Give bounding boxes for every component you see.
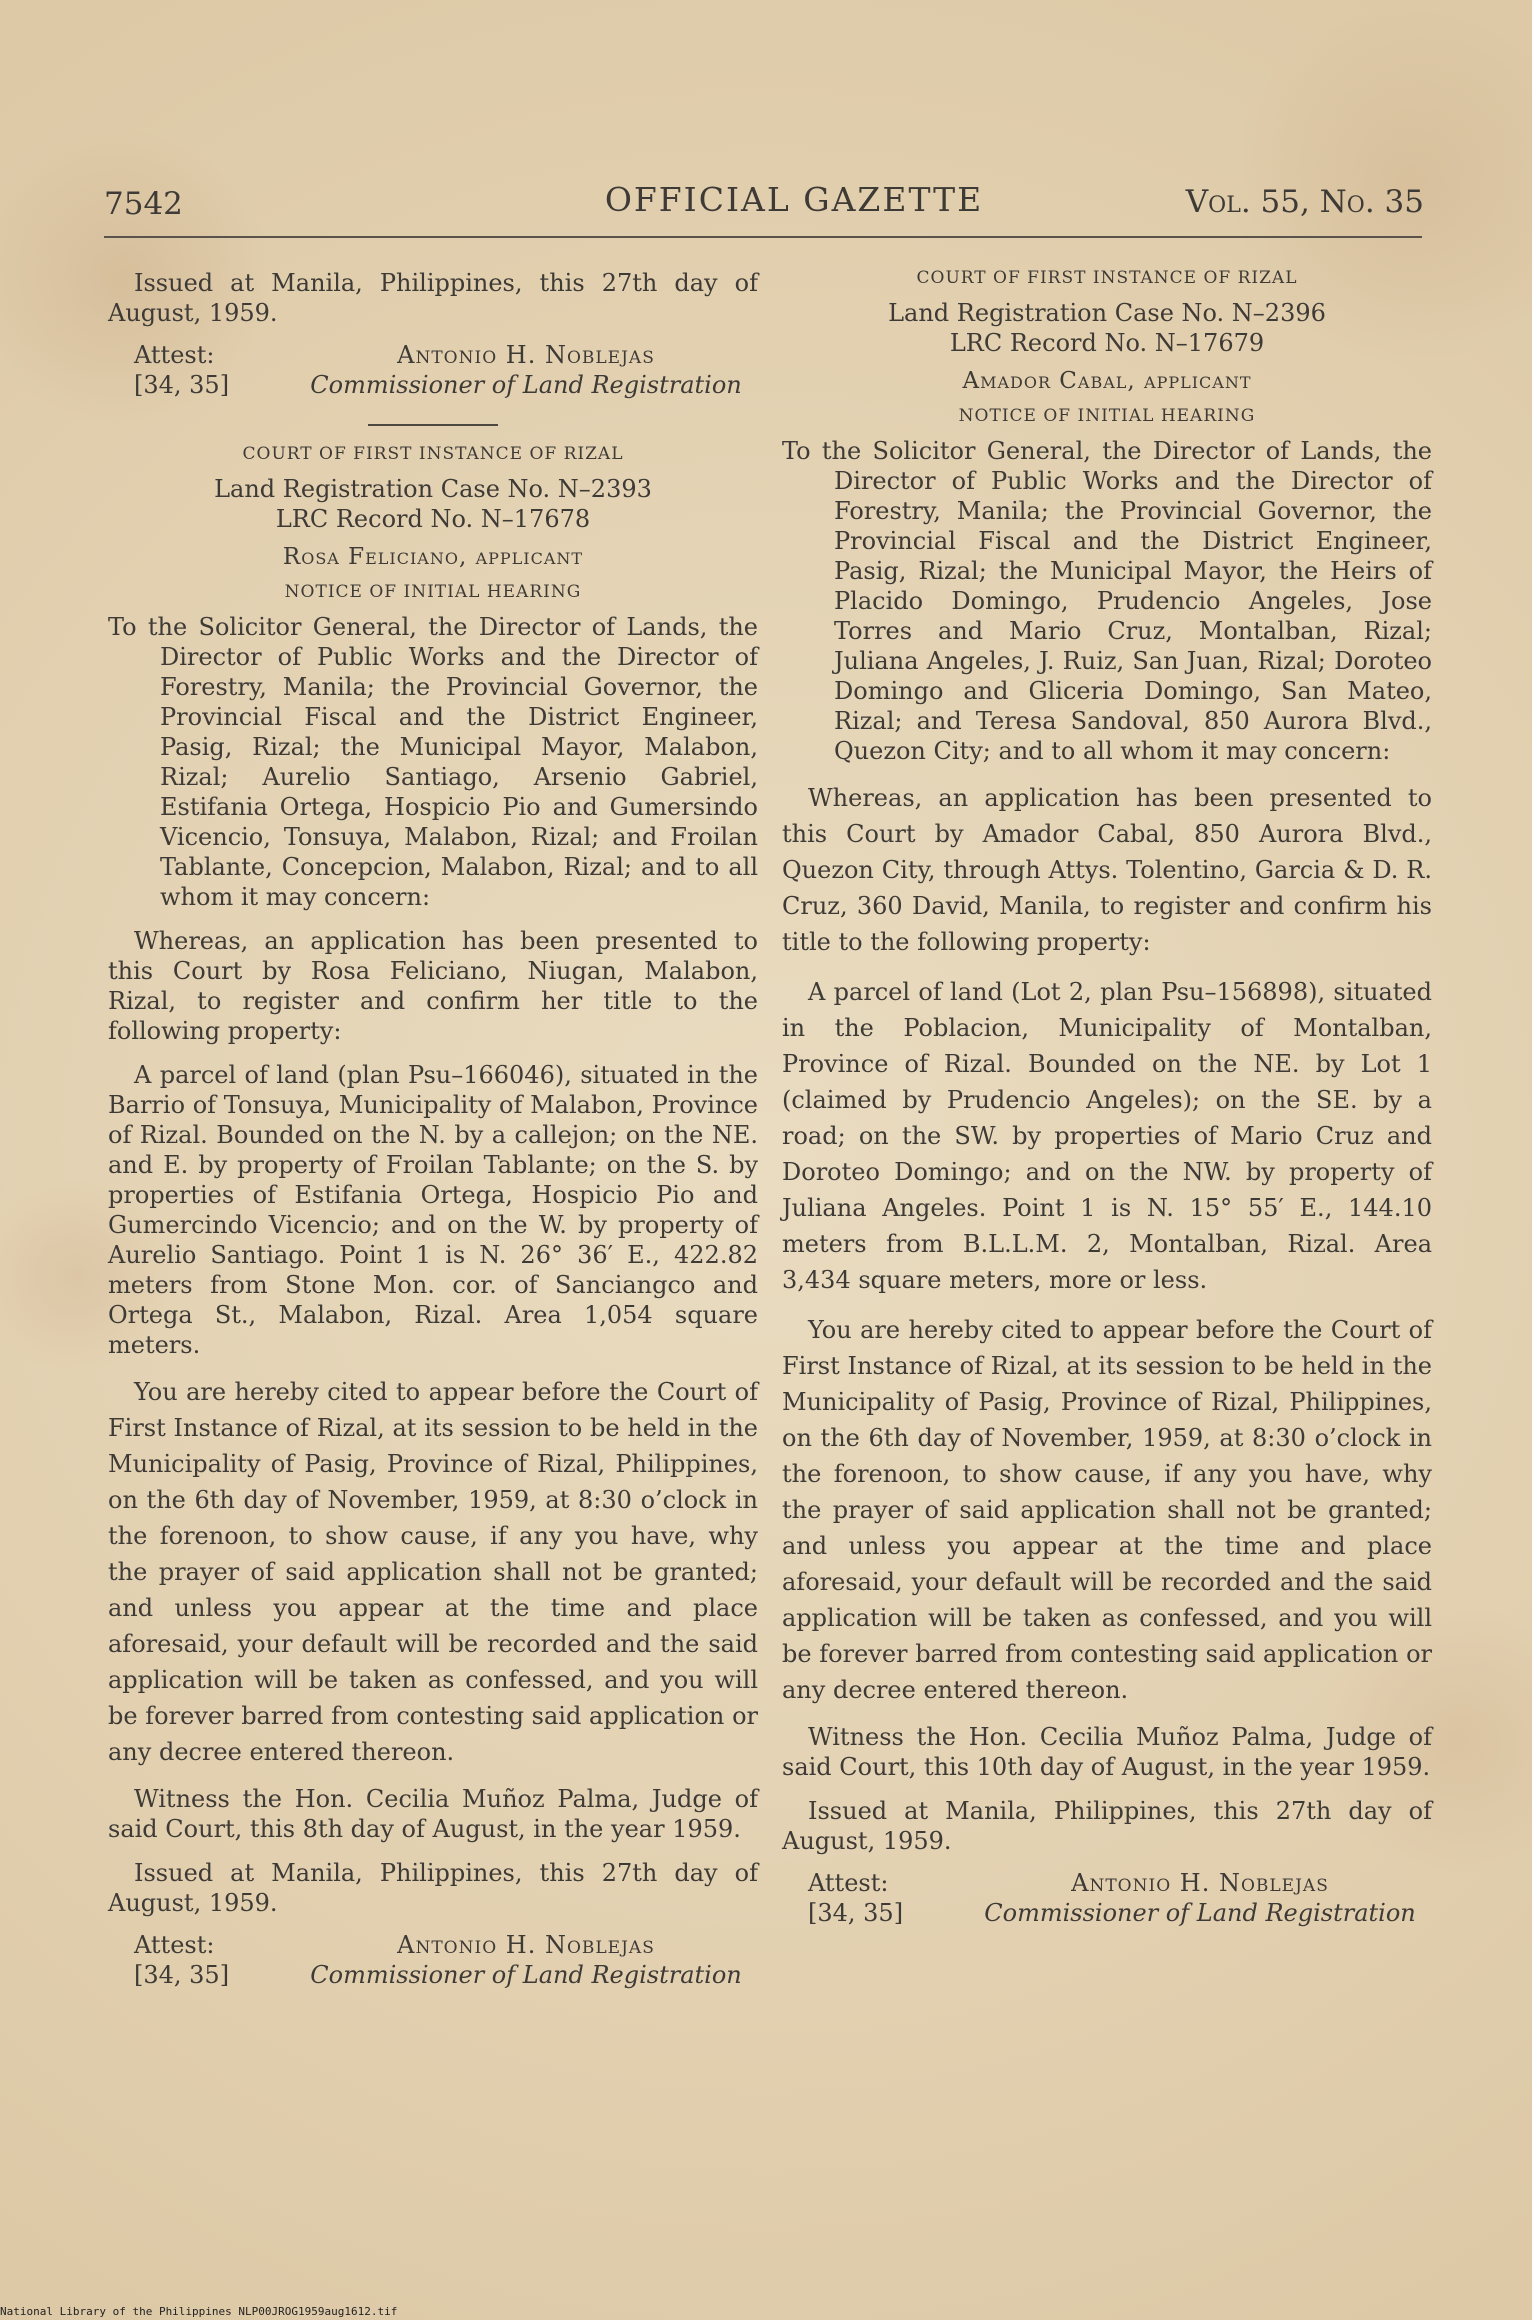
- property-description: A parcel of land (plan Psu–166046), situated in the Barrio of Tonsuya, Municipality of Malabon, Province of Rizal. Bounded on the N. by a callejon; on the NE. and E. by property of Froilan Tablante; on the S. by properties of Estifania Ortega, Hospicio Pio and Gumercindo Vicencio; and on the W. by property of Aurelio Santiago. Point 1 is N. 26° 36′ E., 422.82 meters from Stone Mon. cor. of Sanciangco and Ortega St., Malabon, Rizal. Area 1,054 square meters.: [108, 1061, 758, 1359]
- attest-label: Attest:: [808, 1869, 889, 1897]
- record-number: LRC Record No. N–17679: [949, 329, 1265, 357]
- case-number: Land Registration Case No. N–2393: [214, 475, 652, 503]
- commissioner-name: Antonio H. Noblejas: [397, 341, 655, 369]
- citation-paragraph: You are hereby cited to appear before the Court of First Instance of Rizal, at its session to be held in the Municipality of Pasig, Province of Rizal, Philippines, on the 6th day of November, 1959, at 8:30 o’clock in the forenoon, to show cause, if any you have, why the prayer of said application shall not be granted; and unless you appear at the time and place aforesaid, your default will be recorded and the said application will be taken as confessed, and you will be forever barred from contesting said application or any decree entered thereon.: [108, 1378, 758, 1766]
- commissioner-title: Commissioner of Land Registration: [310, 371, 742, 399]
- witness-paragraph: Witness the Hon. Cecilia Muñoz Palma, Judge of said Court, this 10th day of August, in the year 1959.: [782, 1723, 1432, 1781]
- court-heading: COURT OF FIRST INSTANCE OF RIZAL: [242, 444, 624, 464]
- notice-heading: NOTICE OF INITIAL HEARING: [958, 406, 1256, 426]
- attest-block: [108, 1930, 758, 1990]
- applicant-name: Amador Cabal, applicant: [962, 368, 1252, 394]
- scan-source-label: National Library of the Philippines NLP00JROG1959aug1612.tif: [0, 2305, 398, 2318]
- page-header: [104, 180, 1424, 232]
- citation-paragraph: You are hereby cited to appear before the Court of First Instance of Rizal, at its session to be held in the Municipality of Pasig, Province of Rizal, Philippines, on the 6th day of November, 1959, at 8:30 o’clock in the forenoon, to show cause, if any you have, why the prayer of said application shall not be granted; and unless you appear at the time and place aforesaid, your default will be recorded and the said application will be taken as confessed, and you will be forever barred from contesting said application or any decree entered thereon.: [782, 1316, 1432, 1704]
- attest-label: Attest:: [134, 341, 215, 369]
- attest-block: [108, 340, 758, 400]
- attest-ref: [34, 35]: [808, 1899, 904, 1927]
- section-divider: [368, 424, 498, 426]
- commissioner-title: Commissioner of Land Registration: [310, 1961, 742, 1989]
- right-column: [782, 268, 1432, 1928]
- attest-block: [782, 1868, 1432, 1928]
- property-description: A parcel of land (Lot 2, plan Psu–156898), situated in the Poblacion, Municipality of Montalban, Province of Rizal. Bounded on the NE. by Lot 1 (claimed by Prudencio Angeles); on the SE. by a road; on the SW. by properties of Mario Cruz and Doroteo Domingo; and on the NW. by property of Juliana Angeles. Point 1 is N. 15° 55′ E., 144.10 meters from B.L.L.M. 2, Montalban, Rizal. Area 3,434 square meters, more or less.: [782, 978, 1432, 1294]
- attest-ref: [34, 35]: [134, 371, 230, 399]
- court-heading: COURT OF FIRST INSTANCE OF RIZAL: [916, 268, 1298, 288]
- notice-heading: NOTICE OF INITIAL HEARING: [284, 582, 582, 602]
- publication-title: OFFICIAL GAZETTE: [604, 180, 984, 219]
- left-column: [108, 268, 758, 1990]
- commissioner-name: Antonio H. Noblejas: [1071, 1869, 1329, 1897]
- commissioner-title: Commissioner of Land Registration: [984, 1899, 1416, 1927]
- header-rule: [104, 236, 1422, 238]
- commissioner-name: Antonio H. Noblejas: [397, 1931, 655, 1959]
- attest-label: Attest:: [134, 1931, 215, 1959]
- witness-paragraph: Witness the Hon. Cecilia Muñoz Palma, Judge of said Court, this 8th day of August, in the year 1959.: [108, 1785, 758, 1843]
- whereas-paragraph: Whereas, an application has been presented to this Court by Rosa Feliciano, Niugan, Malabon, Rizal, to register and confirm her title to the following property:: [108, 927, 758, 1045]
- record-number: LRC Record No. N–17678: [275, 505, 591, 533]
- issued-statement: Issued at Manila, Philippines, this 27th day of August, 1959.: [108, 269, 758, 327]
- volume-number: Vol. 55, No. 35: [1185, 184, 1424, 220]
- case-number: Land Registration Case No. N–2396: [888, 299, 1326, 327]
- issued-statement: Issued at Manila, Philippines, this 27th day of August, 1959.: [782, 1797, 1432, 1855]
- attest-ref: [34, 35]: [134, 1961, 230, 1989]
- page-number: 7542: [104, 186, 183, 222]
- addressees-paragraph: To the Solicitor General, the Director of Lands, the Director of Public Works and the Director of Forestry, Manila; the Provincial Governor, the Provincial Fiscal and the District Engineer, Pasig, Rizal; the Municipal Mayor, the Heirs of Placido Domingo, Prudencio Angeles, Jose Torres and Mario Cruz, Montalban, Rizal; Juliana Angeles, J. Ruiz, San Juan, Rizal; Doroteo Domingo and Gliceria Domingo, San Mateo, Rizal; and Teresa Sandoval, 850 Aurora Blvd., Quezon City; and to all whom it may concern:: [782, 437, 1432, 765]
- applicant-name: Rosa Feliciano, applicant: [282, 544, 584, 570]
- whereas-paragraph: Whereas, an application has been presented to this Court by Amador Cabal, 850 Aurora Blvd., Quezon City, through Attys. Tolentino, Garcia & D. R. Cruz, 360 David, Manila, to register and confirm his title to the following property:: [782, 784, 1432, 956]
- issued-statement: Issued at Manila, Philippines, this 27th day of August, 1959.: [108, 1859, 758, 1917]
- addressees-paragraph: To the Solicitor General, the Director of Lands, the Director of Public Works and the Director of Forestry, Manila; the Provincial Governor, the Provincial Fiscal and the District Engineer, Pasig, Rizal; the Municipal Mayor, Malabon, Rizal; Aurelio Santiago, Arsenio Gabriel, Estifania Ortega, Hospicio Pio and Gumersindo Vicencio, Tonsuya, Malabon, Rizal; and Froilan Tablante, Concepcion, Malabon, Rizal; and to all whom it may concern:: [108, 613, 758, 911]
